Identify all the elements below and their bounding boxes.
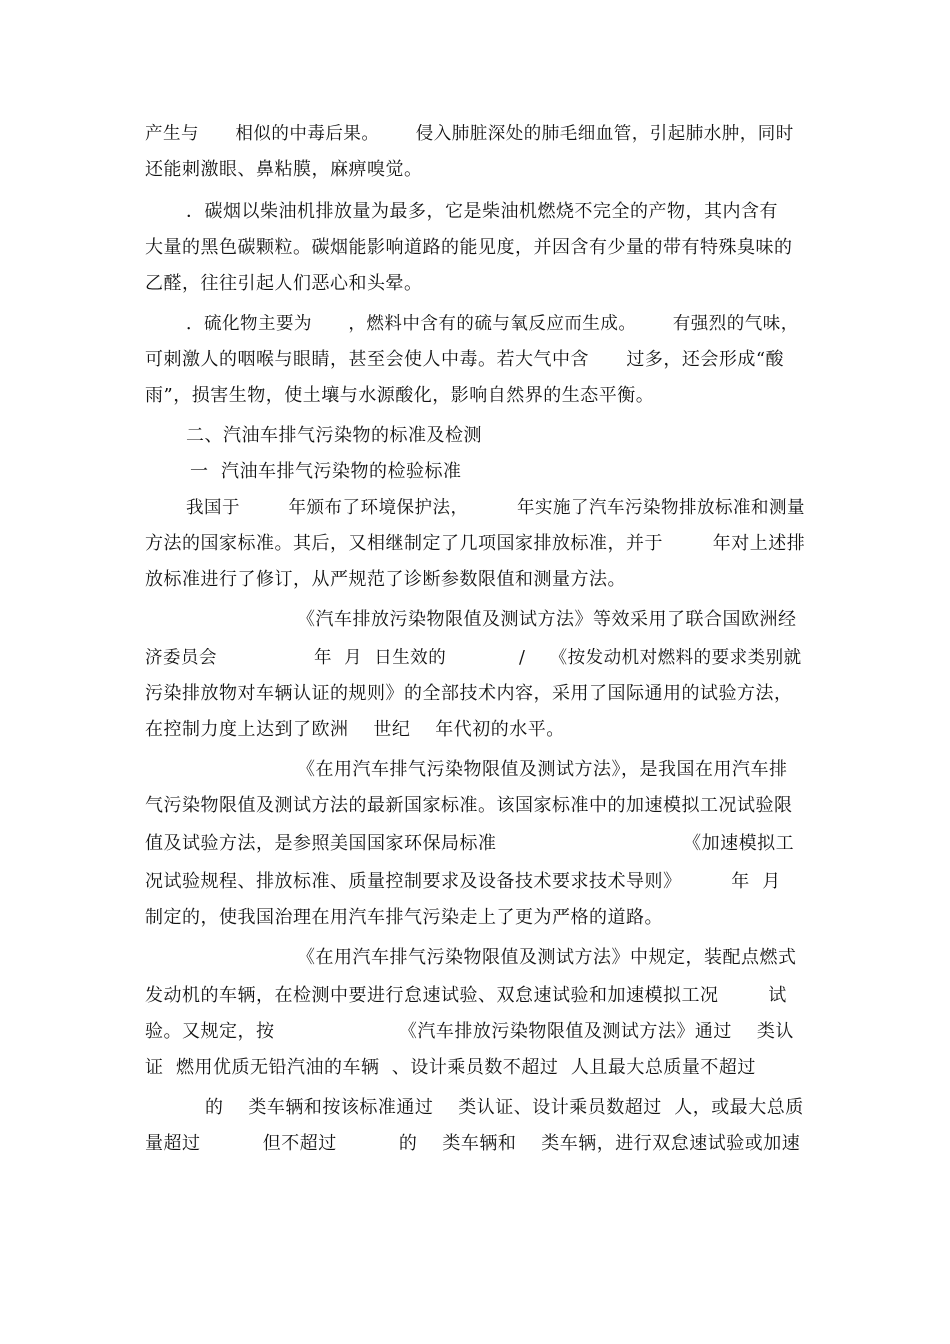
text-line: ．硫化物主要为 ，燃料中含有的硫与氧反应而生成。 有强烈的气味，: [186, 314, 799, 334]
text-line: 乙醛，往往引起人们恶心和头晕。: [145, 273, 423, 294]
text-line: ．碳烟以柴油机排放量为最多，它是柴油机燃烧不完全的产物，其内含有: [186, 201, 778, 222]
text-line: 大量的黑色碳颗粒。碳烟能影响道路的能见度，并因含有少量的带有特殊臭味的: [145, 237, 793, 258]
text-line: 污染排放物对车辆认证的规则》的全部技术内容，采用了国际通用的试验方法，: [145, 683, 793, 704]
text-line: 《汽车排放污染物限值及测试方法》等效采用了联合国欧洲经: [297, 609, 797, 630]
text-line: 发动机的车辆，在检测中要进行怠速试验、双怠速试验和加速模拟工况 试: [145, 985, 787, 1006]
text-line: 产生与 相似的中毒后果。 侵入肺脏深处的肺毛细血管，引起肺水肿，同时: [145, 124, 794, 144]
text-line: 况试验规程、排放标准、质量控制要求及设备技术要求技术导则》 年 月: [145, 871, 781, 892]
text-line: 验。又规定，按 《汽车排放污染物限值及测试方法》通过 类认: [145, 1021, 794, 1042]
text-line: 制定的，使我国治理在用汽车排气污染走上了更为严格的道路。: [145, 907, 663, 928]
text-line: 方法的国家标准。其后，又相继制定了几项国家排放标准，并于 年对上述排: [145, 533, 806, 554]
text-line: 还能刺激眼、鼻粘膜，麻痹嗅觉。: [145, 159, 423, 180]
section-heading: 二、汽油车排气污染物的标准及检测: [186, 425, 482, 446]
text-line: 放标准进行了修订，从严规范了诊断参数限值和测量方法。: [145, 569, 626, 590]
text-line: 可刺激人的咽喉与眼睛，甚至会使人中毒。若大气中含 过多，还会形成“酸: [145, 349, 785, 370]
text-line: 气污染物限值及测试方法的最新国家标准。该国家标准中的加速模拟工况试验限: [145, 795, 793, 816]
subsection-heading: 一 汽油车排气污染物的检验标准: [190, 461, 462, 482]
text-line: 证 燃用优质无铅汽油的车辆 、设计乘员数不超过 人且最大总质量不超过: [145, 1057, 756, 1078]
text-line: 我国于 年颁布了环境保护法， 年实施了汽车污染物排放标准和测量: [186, 498, 806, 518]
text-line: 雨”，损害生物，使土壤与水源酸化，影响自然界的生态平衡。: [145, 385, 655, 406]
text-line: 量超过 但不超过 的 类车辆和 类车辆，进行双怠速试验或加速: [145, 1133, 801, 1154]
text-line: 《在用汽车排气污染物限值及测试方法》中规定，装配点燃式: [297, 947, 797, 968]
text-line: 济委员会 年 月 日生效的 / 《按发动机对燃料的要求类别就: [145, 648, 802, 668]
text-line: 在控制力度上达到了欧洲 世纪 年代初的水平。: [145, 719, 565, 740]
text-line: 的 类车辆和按该标准通过 类认证、设计乘员数超过 人，或最大总质: [205, 1097, 804, 1118]
text-line: 《在用汽车排气污染物限值及测试方法》，是我国在用汽车排: [297, 759, 788, 780]
text-line: 值及试验方法，是参照美国国家环保局标准 《加速模拟工: [145, 833, 795, 854]
